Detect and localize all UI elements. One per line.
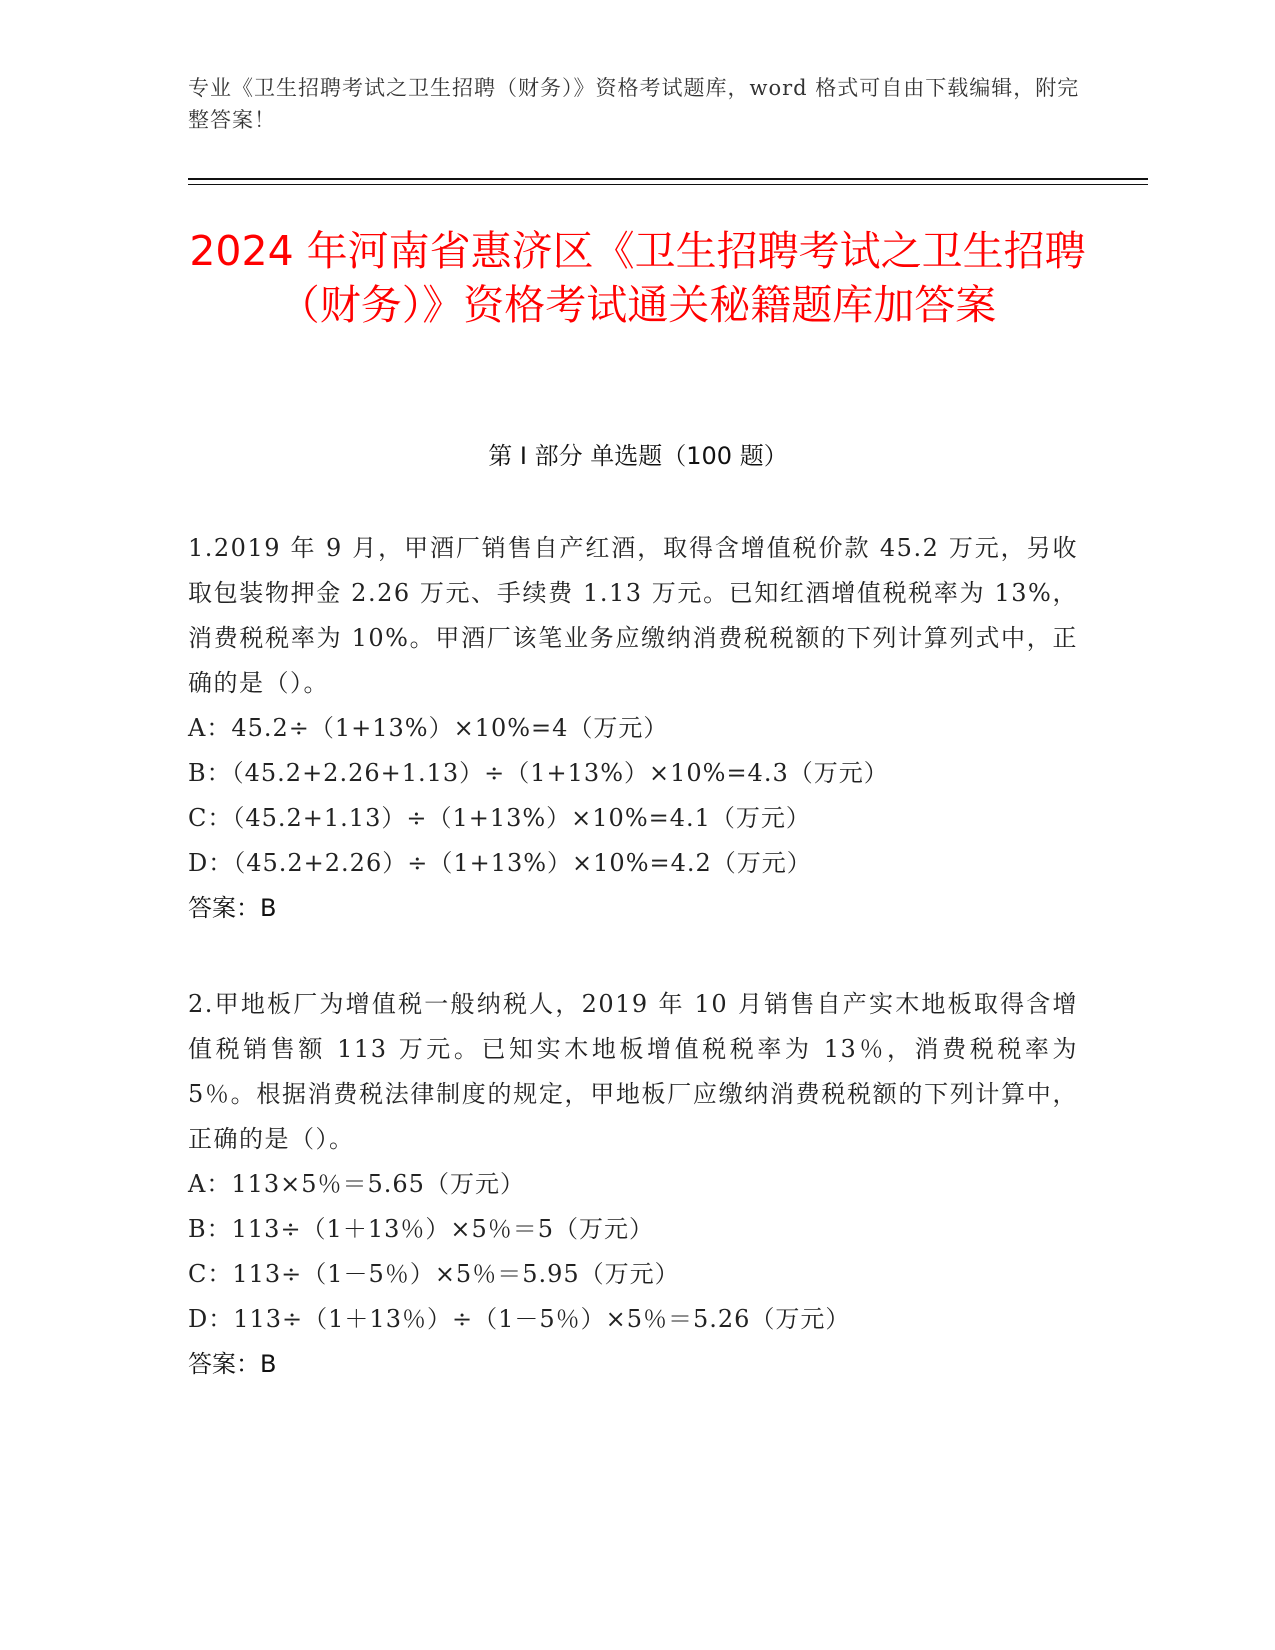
option-d: D：113÷（1＋13％）÷（1－5％）×5％＝5.26（万元）: [188, 1305, 851, 1333]
section-heading: 第 I 部分 单选题（100 题）: [488, 442, 788, 470]
header-divider: [188, 178, 1148, 180]
option-c: C：（45.2+1.13）÷（1+13%）×10%=4.1（万元）: [188, 804, 811, 832]
question-stem: 1.2019 年 9 月，甲酒厂销售自产红酒，取得含增值税价款 45.2 万元，另收取包装物押金 2.26 万元、手续费 1.13 万元。已知红酒增值税税率为 13%，消费税税率为 10%。甲酒厂该笔业务应缴纳消费税税额的下列计算列式中，正确的是（）。: [188, 534, 1078, 697]
option-b: B：113÷（1＋13％）×5％＝5（万元）: [188, 1215, 655, 1243]
document-title: 2024 年河南省惠济区《卫生招聘考试之卫生招聘（财务）》资格考试通关秘籍题库加答案: [189, 227, 1086, 329]
header-divider-thin: [188, 184, 1148, 185]
option-a: A：113×5％＝5.65（万元）: [188, 1170, 525, 1198]
option-b: B：（45.2+2.26+1.13）÷（1+13%）×10%=4.3（万元）: [188, 759, 889, 787]
option-d: D：（45.2+2.26）÷（1+13%）×10%=4.2（万元）: [188, 849, 812, 877]
option-a: A：45.2÷（1+13%）×10%=4（万元）: [188, 714, 669, 742]
option-c: C：113÷（1－5％）×5％＝5.95（万元）: [188, 1260, 680, 1288]
header-note: 专业《卫生招聘考试之卫生招聘（财务）》资格考试题库，word 格式可自由下载编辑，附完整答案！: [188, 76, 1080, 132]
question-block: [188, 526, 1078, 931]
answer-line: 答案：B: [188, 1350, 277, 1378]
answer-line: 答案：B: [188, 894, 277, 922]
question-stem: 2.甲地板厂为增值税一般纳税人，2019 年 10 月销售自产实木地板取得含增值税销售额 113 万元。已知实木地板增值税税率为 13％，消费税税率为 5％。根据消费税法律制度的规定，甲地板厂应缴纳消费税税额的下列计算中，正确的是（）。: [188, 990, 1078, 1153]
question-block: [188, 982, 1078, 1387]
